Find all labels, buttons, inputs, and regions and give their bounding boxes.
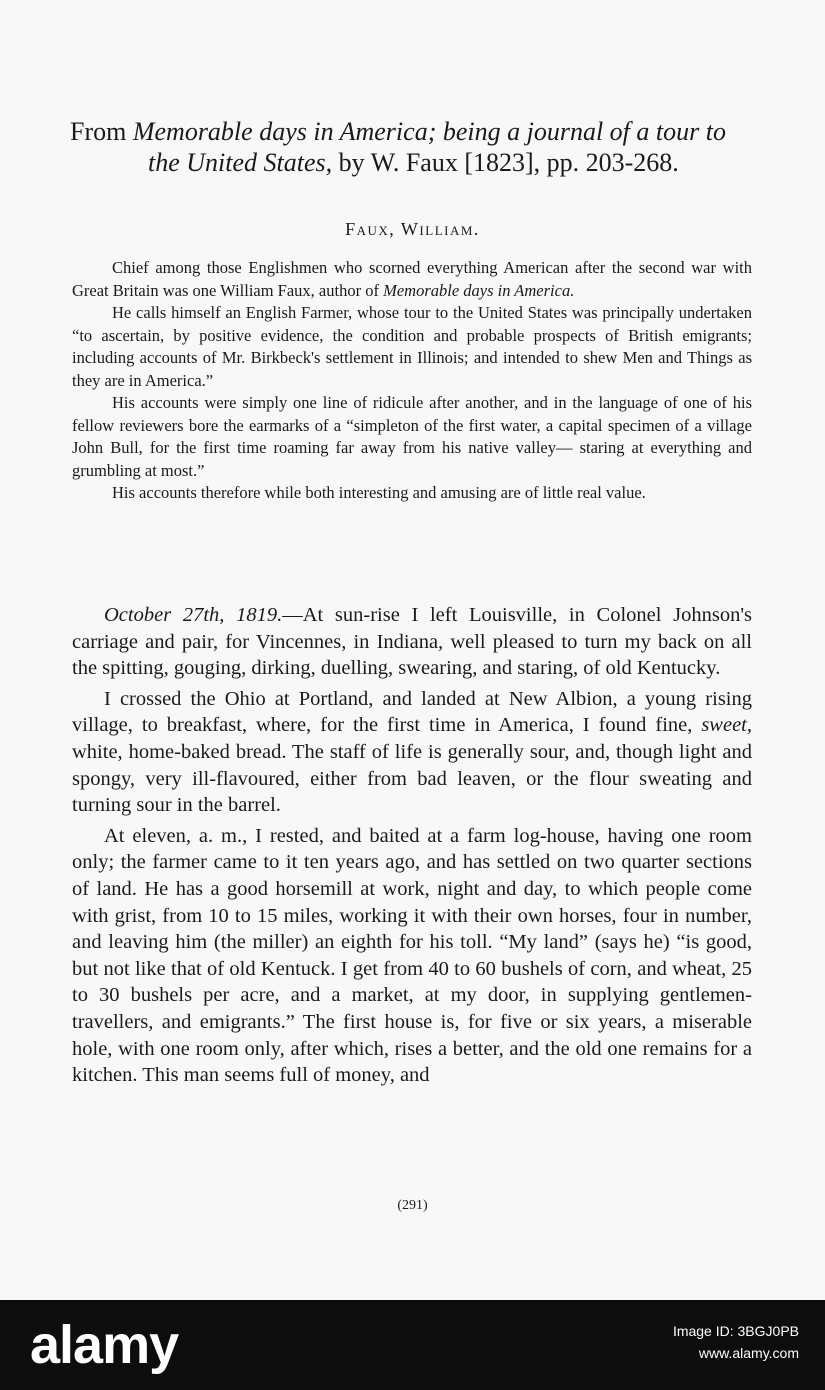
intro-paragraph: His accounts therefore while both interesting and amusing are of little real value.: [112, 483, 646, 502]
stock-watermark-bar: [0, 1300, 825, 1390]
intro-paragraph: Chief among those Englishmen who scorned everything American after the second war with Great Britain was one William Faux, author of Memorable days in America.: [72, 258, 752, 300]
watermark-info: [673, 1320, 799, 1364]
intro-book-title: Memorable days in America.: [383, 280, 575, 300]
intro-paragraph: His accounts were simply one line of ridicule after another, and in the language of one of his fellow reviewers bore the earmarks of a “simpleton of the first water, a capital specimen of a village John Bull, for the first time roaming far away from his native valley— staring at everything and grumbling at most.”: [72, 393, 752, 480]
journal-text: [72, 602, 752, 1093]
author-name: Faux, William.: [345, 219, 480, 239]
editorial-introduction: [72, 257, 752, 505]
alamy-logo: alamy: [30, 1315, 179, 1375]
journal-paragraph: At eleven, a. m., I rested, and baited at a farm log-house, having one room only; the farmer came to it ten years ago, and has settled on two quarter sections of land. He has a good horsemill at work, night and day, to which people come with grist, from 10 to 15 miles, working it with their own horses, four in number, and leaving him (the miller) an eighth for his toll. “My land” (says he) “is good, but not like that of old Kentuck. I get from 40 to 60 bushels of corn, and wheat, 25 to 30 bushels per acre, and a market, at my door, in supplying gentlemen-travellers, and emigrants.” The first house is, for five or six years, a miserable hole, with one room only, after which, rises a better, and the old one remains for a kitchen. This man seems full of money, and: [72, 824, 752, 1087]
emphasis-sweet: sweet,: [701, 714, 752, 737]
journal-paragraph: I crossed the Ohio at Portland, and landed at New Albion, a young rising village, to breakfast, where, for the first time in America, I found fine, sweet, white, home-baked bread. The staff of life is generally sour, and, though light and spongy, very ill-flavoured, either from bad leaven, or the flour sweating and turning sour in the barrel.: [72, 687, 752, 817]
intro-paragraph: He calls himself an English Farmer, whose tour to the United States was principally undertaken “to ascertain, by positive evidence, the condition and probable prospects of British emigrants; including accounts of Mr. Birkbeck's settlement in Illinois; and intended to shew Men and Things as they are in America.”: [72, 303, 752, 390]
watermark-url: www.alamy.com: [698, 1345, 799, 1361]
book-title: Memorable days in America; being a journal of a tour to the United States,: [132, 117, 726, 177]
heading-suffix: by W. Faux [1823], pp. 203-268.: [332, 148, 679, 177]
heading-prefix: From: [70, 117, 133, 146]
journal-paragraph: October 27th, 1819.—At sun-rise I left Louisville, in Colonel Johnson's carriage and pair, for Vincennes, in Indiana, well pleased to turn my back on all the spitting, gouging, dirking, duelling, swearing, and staring, of old Kentucky.: [72, 604, 753, 680]
page-number: (291): [397, 1198, 428, 1213]
source-heading: [70, 116, 760, 178]
entry-date: October 27th, 1819.: [104, 604, 283, 626]
image-id: Image ID: 3BGJ0PB: [672, 1323, 799, 1339]
